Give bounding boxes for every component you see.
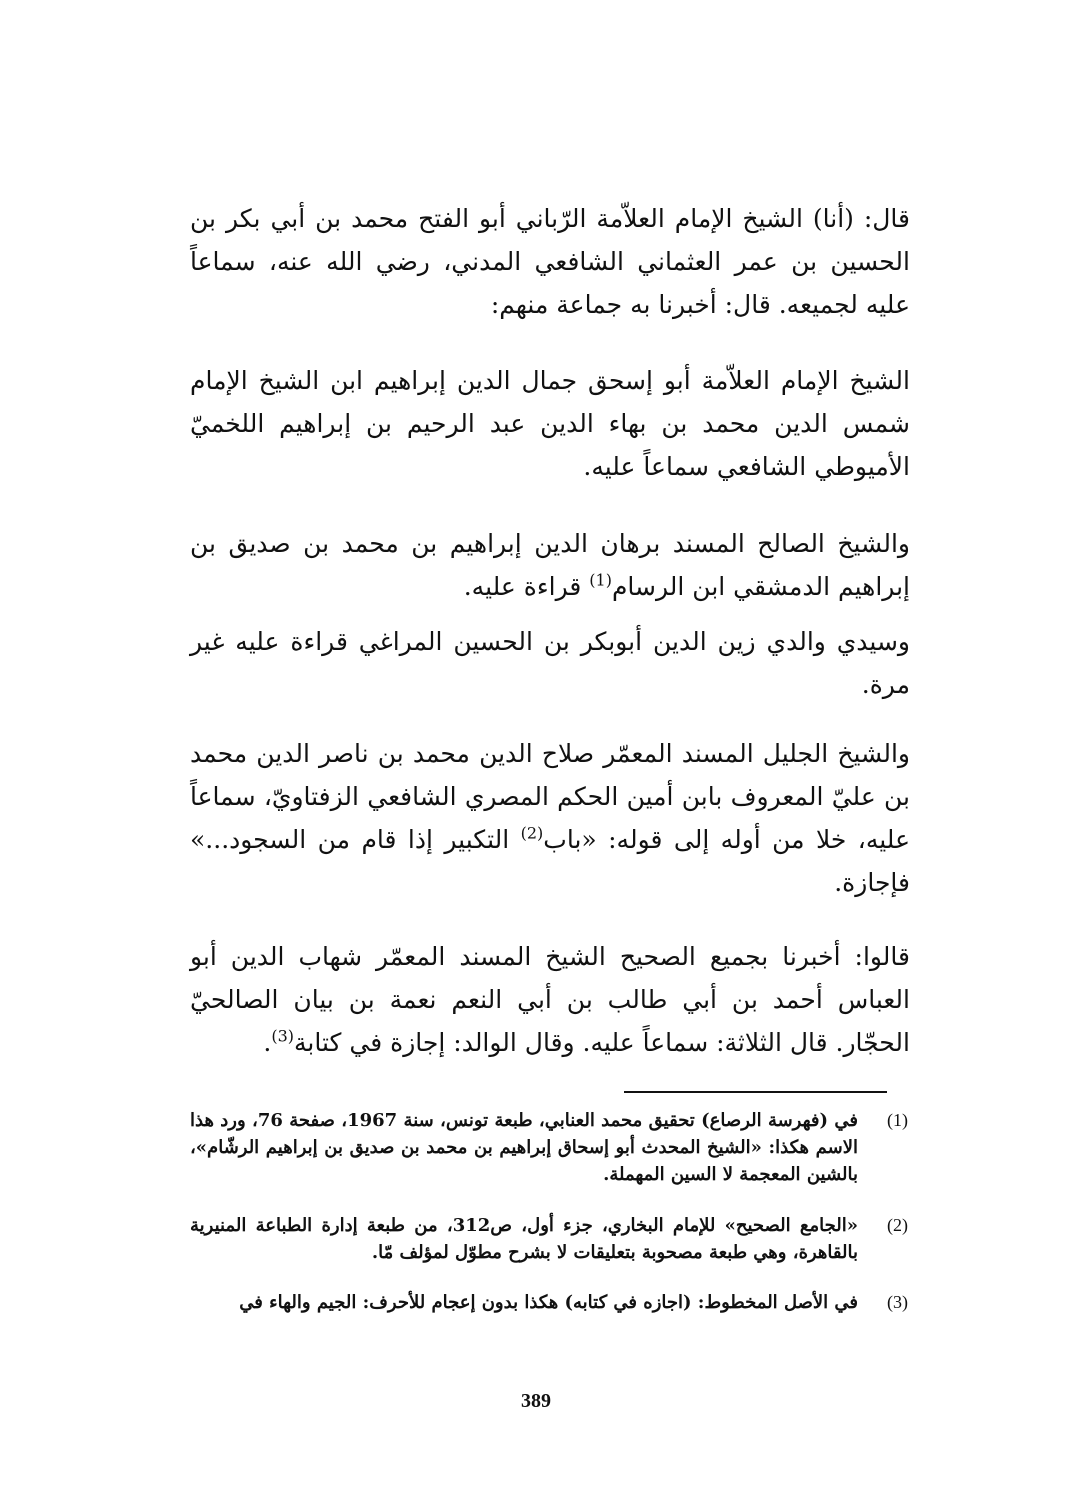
footnote-3-number: (3)	[887, 1292, 908, 1312]
paragraph-5-before: والشيخ الجليل المسند المعمّر صلاح الدين محمد بن ناصر الدين محمد بن عليّ المعروف بابن أمين الحكم المصري الشافعي الزفتاويّ، سماعاً عليه، خلا من أوله إلى قوله: «باب	[190, 739, 910, 854]
paragraph-3-text	[190, 522, 910, 608]
paragraph-6-before: قالوا: أخبرنا بجميع الصحيح الشيخ المسند المعمّر شهاب الدين أبو العباس أحمد بن أبي طالب بن أبي النعم نعمة بن بيان الصالحيّ الحجّار. قال الثلاثة: سماعاً عليه. وقال الوالد: إجازة في كتابة	[190, 942, 910, 1057]
footnote-ref-3: (3)	[271, 1026, 295, 1046]
paragraph-1-text: قال: (أنا) الشيخ الإمام العلاّمة الرّباني أبو الفتح محمد بن أبي بكر بن الحسين بن عمر العثماني الشافعي المدني، رضي الله عنه، سماعاً عليه لجميعه. قال: أخبرنا به جماعة منهم:	[190, 204, 910, 319]
footnote-1	[190, 1107, 908, 1188]
paragraph-3-before: والشيخ الصالح المسند برهان الدين إبراهيم بن محمد بن صديق بن إبراهيم الدمشقي ابن الرسام	[190, 529, 910, 601]
footnote-ref-1: (1)	[589, 570, 612, 590]
footnote-separator	[624, 1091, 887, 1093]
paragraph-3	[190, 522, 910, 608]
footnote-3-text: في الأصل المخطوط: (اجازه في كتابه) هكذا بدون إعجام للأحرف: الجيم والهاء في	[239, 1292, 858, 1313]
paragraph-6-text	[190, 935, 910, 1064]
paragraph-2	[190, 359, 910, 488]
footnote-2-number: (2)	[887, 1215, 908, 1235]
footnote-3	[190, 1289, 908, 1316]
paragraph-1	[190, 197, 910, 326]
footnote-2-text: «الجامع الصحيح» للإمام البخاري، جزء أول، ص312، من طبعة إدارة الطباعة المنيرية بالقاهرة، وهي طبعة مصحوبة بتعليقات لا بشرح مطوّل لمؤلف مّا.	[190, 1215, 858, 1263]
footnote-1-number: (1)	[887, 1110, 908, 1130]
paragraph-3-after: قراءة عليه.	[463, 572, 590, 601]
paragraph-5-after: التكبير إذا قام من السجود...» فإجازة.	[190, 825, 910, 897]
footnote-1-text: في (فهرسة الرصاع) تحقيق محمد العنابي، طبعة تونس، سنة 1967، صفحة 76، ورد هذا الاسم هكذا: «الشيخ المحدث أبو إسحاق إبراهيم بن محمد بن صديق بن إبراهيم الرشّام»، بالشين المعجمة لا السين المهملة.	[190, 1110, 858, 1185]
page-number: 389	[521, 1390, 551, 1412]
paragraph-6	[190, 935, 910, 1064]
paragraph-6-after: .	[263, 1028, 272, 1057]
paragraph-5-text	[190, 732, 910, 904]
footnote-ref-2: (2)	[520, 823, 544, 843]
paragraph-5	[190, 732, 910, 904]
paragraph-2-text: الشيخ الإمام العلاّمة أبو إسحق جمال الدين إبراهيم ابن الشيخ الإمام شمس الدين محمد بن بهاء الدين عبد الرحيم بن إبراهيم اللخميّ الأميوطي الشافعي سماعاً عليه.	[190, 366, 910, 481]
paragraph-4-text: وسيدي والدي زين الدين أبوبكر بن الحسين المراغي قراءة عليه غير مرة.	[190, 627, 910, 699]
paragraph-4	[190, 620, 910, 706]
footnote-2	[190, 1212, 908, 1266]
